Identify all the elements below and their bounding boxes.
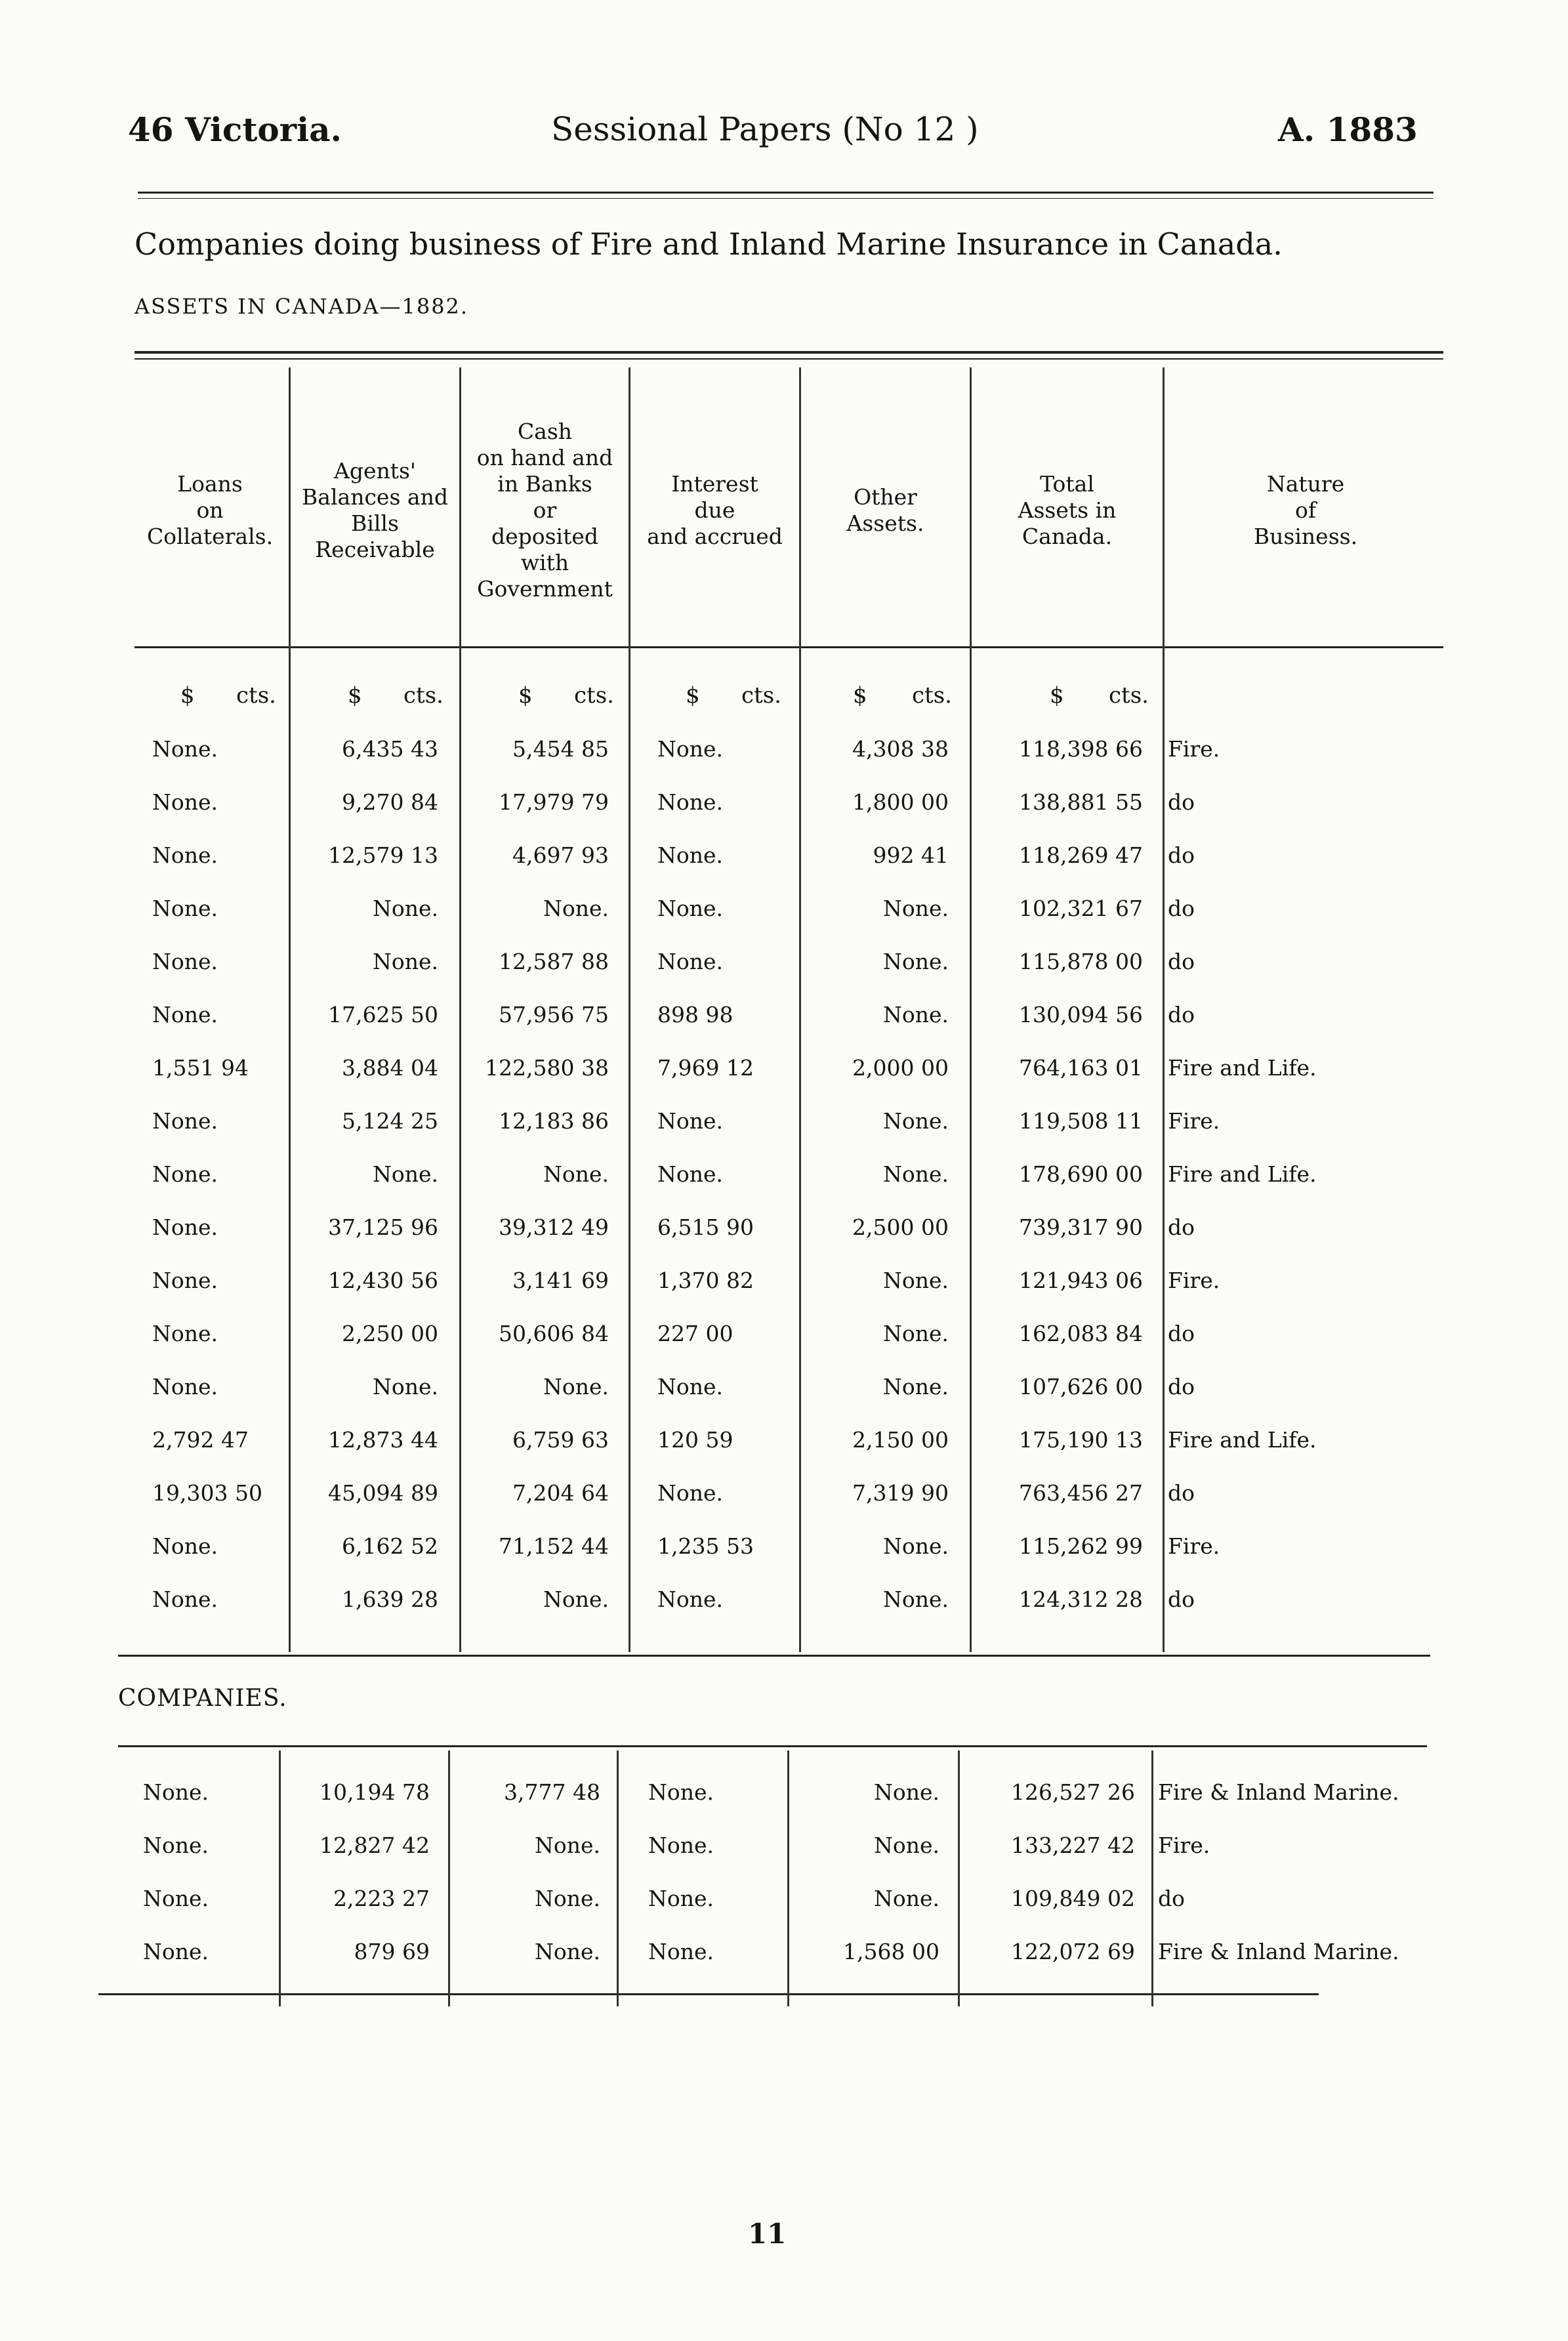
table-cell: None.	[882, 1108, 949, 1134]
header-year: A. 1883	[1278, 110, 1418, 149]
table-cell: 763,456 27	[1019, 1480, 1143, 1506]
header-rule-thin	[138, 198, 1434, 199]
table-cell: 118,269 47	[1019, 842, 1143, 868]
table-cell: 992 41	[873, 842, 949, 868]
table-cell: 19,303 50	[152, 1480, 262, 1506]
table-cell: None.	[534, 1886, 600, 1911]
table-cell: None.	[657, 896, 724, 921]
table-cell: 1,639 28	[342, 1586, 438, 1612]
table-cell: 124,312 28	[1019, 1586, 1143, 1612]
table-cell: None.	[152, 736, 218, 762]
table-cell: 12,827 42	[320, 1833, 430, 1858]
table-cell: 17,979 79	[499, 789, 609, 815]
main-table-bottom-rule	[118, 1655, 1430, 1657]
header-series: Sessional Papers (No 12 )	[551, 110, 979, 148]
unit-dollar: $	[853, 682, 867, 709]
table-cell: None.	[372, 949, 438, 974]
table-cell: 6,435 43	[342, 736, 438, 762]
table-cell: None.	[882, 949, 949, 974]
table-cell: 1,235 53	[657, 1533, 754, 1559]
table-cell: 50,606 84	[499, 1321, 609, 1346]
table-cell: None.	[882, 1002, 949, 1027]
table-cell-nature: do	[1168, 1321, 1195, 1346]
table-cell: None.	[657, 842, 724, 868]
table-cell-nature: Fire.	[1168, 1533, 1220, 1559]
table-cell: 37,125 96	[328, 1214, 438, 1240]
table-cell: None.	[152, 1108, 218, 1134]
table-cell: 178,690 00	[1019, 1161, 1143, 1187]
table-top-rule-thin	[134, 358, 1443, 360]
table-cell: 71,152 44	[499, 1533, 609, 1559]
table-cell-nature: do	[1168, 1586, 1195, 1612]
table-cell: None.	[152, 949, 218, 974]
table-cell: 138,881 55	[1019, 789, 1143, 815]
table-top-rule	[134, 351, 1443, 354]
table-cell: 12,430 56	[328, 1268, 438, 1293]
table-cell-nature: do	[1168, 896, 1195, 921]
table-cell: 115,878 00	[1019, 949, 1143, 974]
table-cell: None.	[372, 1161, 438, 1187]
table-cell: 6,515 90	[657, 1214, 754, 1240]
unit-cents: cts.	[912, 682, 952, 709]
table-cell: 2,000 00	[852, 1055, 949, 1081]
table-cell: 12,587 88	[499, 949, 609, 974]
table-cell: None.	[152, 789, 218, 815]
table-cell: 1,370 82	[657, 1268, 754, 1293]
table-cell-nature: do	[1168, 1214, 1195, 1240]
colhead-interest: Interest due and accrued	[647, 471, 783, 549]
table-cell-nature: do	[1158, 1886, 1185, 1911]
table-cell: 3,141 69	[512, 1268, 609, 1293]
table-cell: 175,190 13	[1019, 1427, 1143, 1453]
table-cell: 120 59	[657, 1427, 733, 1453]
table-cell-nature: Fire.	[1168, 1268, 1220, 1293]
table-cell: 133,227 42	[1011, 1833, 1135, 1858]
page-number: 11	[748, 2218, 787, 2250]
page-subtitle: ASSETS IN CANADA—1882.	[134, 294, 469, 319]
table-cell: 45,094 89	[328, 1480, 438, 1506]
unit-dollar: $	[518, 682, 533, 709]
companies-bottom-rule	[98, 1993, 1319, 1995]
unit-cents: cts.	[403, 682, 444, 709]
table-cell: None.	[657, 1480, 724, 1506]
table-cell: 39,312 49	[499, 1214, 609, 1240]
table-cell-nature: Fire.	[1168, 736, 1220, 762]
table-cell: 2,150 00	[852, 1427, 949, 1453]
table-cell-nature: Fire & Inland Marine.	[1158, 1779, 1399, 1805]
table-cell: 126,527 26	[1011, 1779, 1135, 1805]
table-cell: 1,568 00	[843, 1939, 939, 1964]
table-cell: 4,308 38	[852, 736, 949, 762]
unit-cents: cts.	[236, 682, 276, 709]
table-cell: None.	[873, 1779, 939, 1805]
table-cell: 107,626 00	[1019, 1374, 1143, 1399]
table-cell: 118,398 66	[1019, 736, 1143, 762]
table-cell: 6,162 52	[342, 1533, 438, 1559]
table-cell: 5,124 25	[342, 1108, 438, 1134]
table-cell-nature: Fire and Life.	[1168, 1161, 1317, 1187]
table-cell: 4,697 93	[512, 842, 609, 868]
table-cell-nature: Fire.	[1158, 1833, 1210, 1858]
header-volume: 46 Victoria.	[128, 110, 342, 149]
table-cell-nature: do	[1168, 949, 1195, 974]
table-cell: 7,969 12	[657, 1055, 754, 1081]
table-cell: None.	[143, 1886, 209, 1911]
table-cell: None.	[543, 1586, 609, 1612]
table-cell: None.	[657, 736, 724, 762]
table-cell-nature: do	[1168, 1480, 1195, 1506]
table-cell: None.	[143, 1939, 209, 1964]
table-cell: 121,943 06	[1019, 1268, 1143, 1293]
page-title: Companies doing business of Fire and Inland Marine Insurance in Canada.	[134, 226, 1283, 262]
colhead-nature: Nature of Business.	[1253, 471, 1358, 549]
table-cell: None.	[882, 1268, 949, 1293]
table-cell: 1,800 00	[852, 789, 949, 815]
table-cell: None.	[657, 1108, 724, 1134]
col-divider	[629, 367, 630, 1652]
table-cell: 7,319 90	[852, 1480, 949, 1506]
table-cell: 5,454 85	[512, 736, 609, 762]
table-cell: None.	[657, 1374, 724, 1399]
table-cell: None.	[143, 1833, 209, 1858]
companies-top-rule	[118, 1745, 1427, 1747]
table-cell: None.	[534, 1833, 600, 1858]
table-cell: None.	[143, 1779, 209, 1805]
table-cell-nature: Fire & Inland Marine.	[1158, 1939, 1399, 1964]
table-cell: None.	[648, 1779, 714, 1805]
table-cell: 122,072 69	[1011, 1939, 1135, 1964]
unit-cents: cts.	[741, 682, 781, 709]
table-cell: None.	[657, 1161, 724, 1187]
table-cell: None.	[152, 1214, 218, 1240]
table-cell: 2,223 27	[333, 1886, 430, 1911]
unit-dollar: $	[348, 682, 362, 709]
table-cell: None.	[882, 1161, 949, 1187]
table-cell: None.	[657, 1586, 724, 1612]
table-cell: None.	[873, 1886, 939, 1911]
table-cell: None.	[152, 1268, 218, 1293]
col-divider	[1163, 367, 1165, 1652]
table-cell: 10,194 78	[320, 1779, 430, 1805]
colhead-agents-balances: Agents' Balances and Bills Receivable	[302, 458, 448, 562]
colhead-total-assets: Total Assets in Canada.	[1018, 471, 1117, 549]
table-cell: 2,500 00	[852, 1214, 949, 1240]
table-cell: 9,270 84	[342, 789, 438, 815]
table-cell: 17,625 50	[328, 1002, 438, 1027]
table-cell: None.	[152, 896, 218, 921]
col-divider	[617, 1751, 619, 2006]
table-cell: 3,884 04	[342, 1055, 438, 1081]
table-cell: 12,873 44	[328, 1427, 438, 1453]
table-cell: None.	[543, 896, 609, 921]
table-cell: 119,508 11	[1019, 1108, 1143, 1134]
header-rule	[138, 192, 1434, 194]
table-cell: None.	[648, 1939, 714, 1964]
table-cell: 227 00	[657, 1321, 733, 1346]
table-cell: 6,759 63	[512, 1427, 609, 1453]
table-cell: None.	[882, 1374, 949, 1399]
table-cell: None.	[152, 1002, 218, 1027]
table-cell: None.	[534, 1939, 600, 1964]
table-cell: 109,849 02	[1011, 1886, 1135, 1911]
unit-cents: cts.	[1109, 682, 1149, 709]
table-cell: 162,083 84	[1019, 1321, 1143, 1346]
table-cell: 1,551 94	[152, 1055, 249, 1081]
table-cell-nature: Fire and Life.	[1168, 1055, 1317, 1081]
table-cell: 2,792 47	[152, 1427, 249, 1453]
table-cell: None.	[648, 1833, 714, 1858]
table-cell-nature: do	[1168, 1374, 1195, 1399]
table-cell: None.	[882, 896, 949, 921]
table-cell: None.	[882, 1586, 949, 1612]
colhead-other-assets: Other Assets.	[846, 484, 924, 536]
section-label-companies: COMPANIES.	[118, 1685, 287, 1712]
table-cell-nature: Fire.	[1168, 1108, 1220, 1134]
colhead-loans: Loans on Collaterals.	[146, 471, 274, 549]
table-cell: None.	[657, 789, 724, 815]
table-cell-nature: Fire and Life.	[1168, 1427, 1317, 1453]
table-cell: 898 98	[657, 1002, 733, 1027]
col-divider	[1151, 1751, 1153, 2006]
table-cell: None.	[152, 1533, 218, 1559]
table-cell: 7,204 64	[512, 1480, 609, 1506]
table-cell: 12,183 86	[499, 1108, 609, 1134]
table-cell: 115,262 99	[1019, 1533, 1143, 1559]
table-cell: None.	[152, 1161, 218, 1187]
table-cell: 57,956 75	[499, 1002, 609, 1027]
table-cell: 130,094 56	[1019, 1002, 1143, 1027]
table-cell: 879 69	[354, 1939, 430, 1964]
table-cell: None.	[372, 896, 438, 921]
table-cell-nature: do	[1168, 789, 1195, 815]
table-cell-nature: do	[1168, 1002, 1195, 1027]
unit-dollar: $	[180, 682, 195, 709]
table-cell: 122,580 38	[485, 1055, 609, 1081]
colhead-cash: Cash on hand and in Banks or deposited with Government	[476, 419, 613, 602]
table-cell: 2,250 00	[342, 1321, 438, 1346]
table-cell: None.	[543, 1161, 609, 1187]
table-cell: None.	[648, 1886, 714, 1911]
table-cell: 12,579 13	[328, 842, 438, 868]
table-cell: None.	[882, 1321, 949, 1346]
header-bottom-rule	[134, 646, 1443, 648]
table-cell: None.	[657, 949, 724, 974]
unit-dollar: $	[686, 682, 700, 709]
table-cell: 739,317 90	[1019, 1214, 1143, 1240]
table-cell: None.	[882, 1533, 949, 1559]
unit-dollar: $	[1050, 682, 1064, 709]
table-cell: 102,321 67	[1019, 896, 1143, 921]
table-cell: None.	[152, 842, 218, 868]
unit-cents: cts.	[574, 682, 614, 709]
table-cell: None.	[543, 1374, 609, 1399]
table-cell: None.	[152, 1374, 218, 1399]
table-cell: None.	[152, 1586, 218, 1612]
table-cell: None.	[873, 1833, 939, 1858]
table-cell: 764,163 01	[1019, 1055, 1143, 1081]
table-cell: 3,777 48	[504, 1779, 600, 1805]
table-cell-nature: do	[1168, 842, 1195, 868]
table-cell: None.	[152, 1321, 218, 1346]
table-cell: None.	[372, 1374, 438, 1399]
